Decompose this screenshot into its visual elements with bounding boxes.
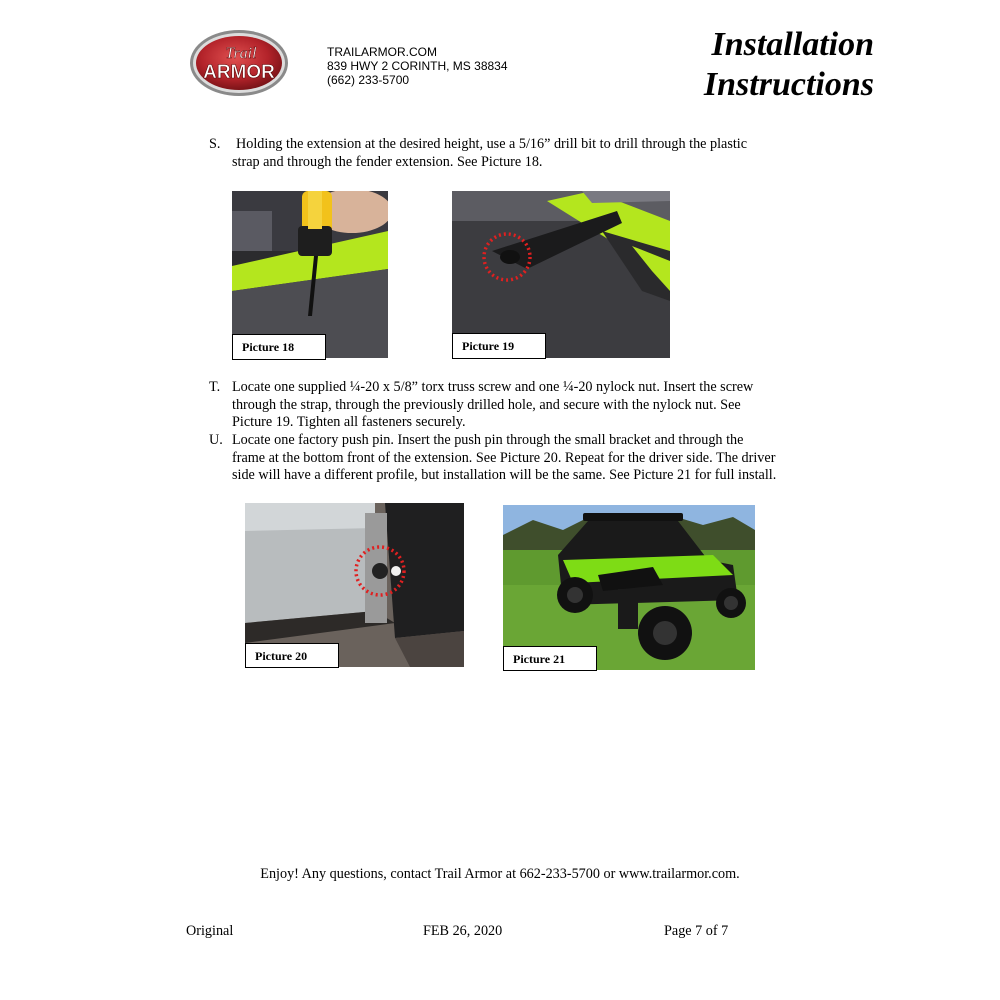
step-line: Holding the extension at the desired height, use a 5/16” drill bit to drill through the plastic xyxy=(236,136,748,152)
logo-text-trail: Trail xyxy=(225,45,257,62)
picture-19-caption: Picture 19 xyxy=(452,333,546,359)
step-line: Picture 19. Tighten all fasteners securely. xyxy=(232,414,466,430)
title-line-1: Installation xyxy=(711,26,874,63)
picture-20-caption: Picture 20 xyxy=(245,643,339,668)
step-letter: U. xyxy=(209,432,223,448)
closing-note: Enjoy! Any questions, contact Trail Armor at 662-233-5700 or www.trailarmor.com. xyxy=(260,866,740,882)
step-line: Locate one factory push pin. Insert the push pin through the small bracket and through the xyxy=(232,432,744,448)
footer-date: FEB 26, 2020 xyxy=(423,923,503,939)
step-s xyxy=(209,136,809,172)
step-letter: T. xyxy=(209,379,221,395)
contact-address: 839 HWY 2 CORINTH, MS 38834 xyxy=(327,59,508,73)
picture-18-caption: Picture 18 xyxy=(232,334,326,360)
step-line: side will have a different profile, but installation will be the same. See Picture 21 for full install. xyxy=(232,467,777,483)
picture-18-drilling-photo xyxy=(232,191,388,358)
step-text xyxy=(232,379,753,432)
step-letter: S. xyxy=(209,136,221,152)
step-text xyxy=(232,136,748,171)
step-u xyxy=(209,432,829,486)
step-line: Locate one supplied ¼-20 x 5/8” torx truss screw and one ¼-20 nylock nut. Insert the screw xyxy=(232,379,754,395)
step-line: through the strap, through the previously drilled hole, and secure with the nylock nut. See xyxy=(232,396,741,413)
footer-page-number: Page 7 of 7 xyxy=(664,923,729,939)
page-title xyxy=(660,25,874,105)
step-line: frame at the bottom front of the extension. See Picture 20. Repeat for the driver side. The driver xyxy=(232,449,776,466)
step-text xyxy=(232,432,776,485)
logo-text-armor: ARMOR xyxy=(203,62,275,83)
step-line: strap and through the fender extension. See Picture 18. xyxy=(232,153,543,170)
footer-revision: Original xyxy=(186,923,234,939)
trail-armor-logo xyxy=(189,29,289,97)
title-line-2: Instructions xyxy=(703,66,874,103)
contact-phone: (662) 233-5700 xyxy=(327,73,410,87)
step-t xyxy=(209,379,829,433)
picture-21-caption: Picture 21 xyxy=(503,646,597,671)
contact-block xyxy=(327,45,508,87)
contact-website: TRAILARMOR.COM xyxy=(327,45,438,59)
